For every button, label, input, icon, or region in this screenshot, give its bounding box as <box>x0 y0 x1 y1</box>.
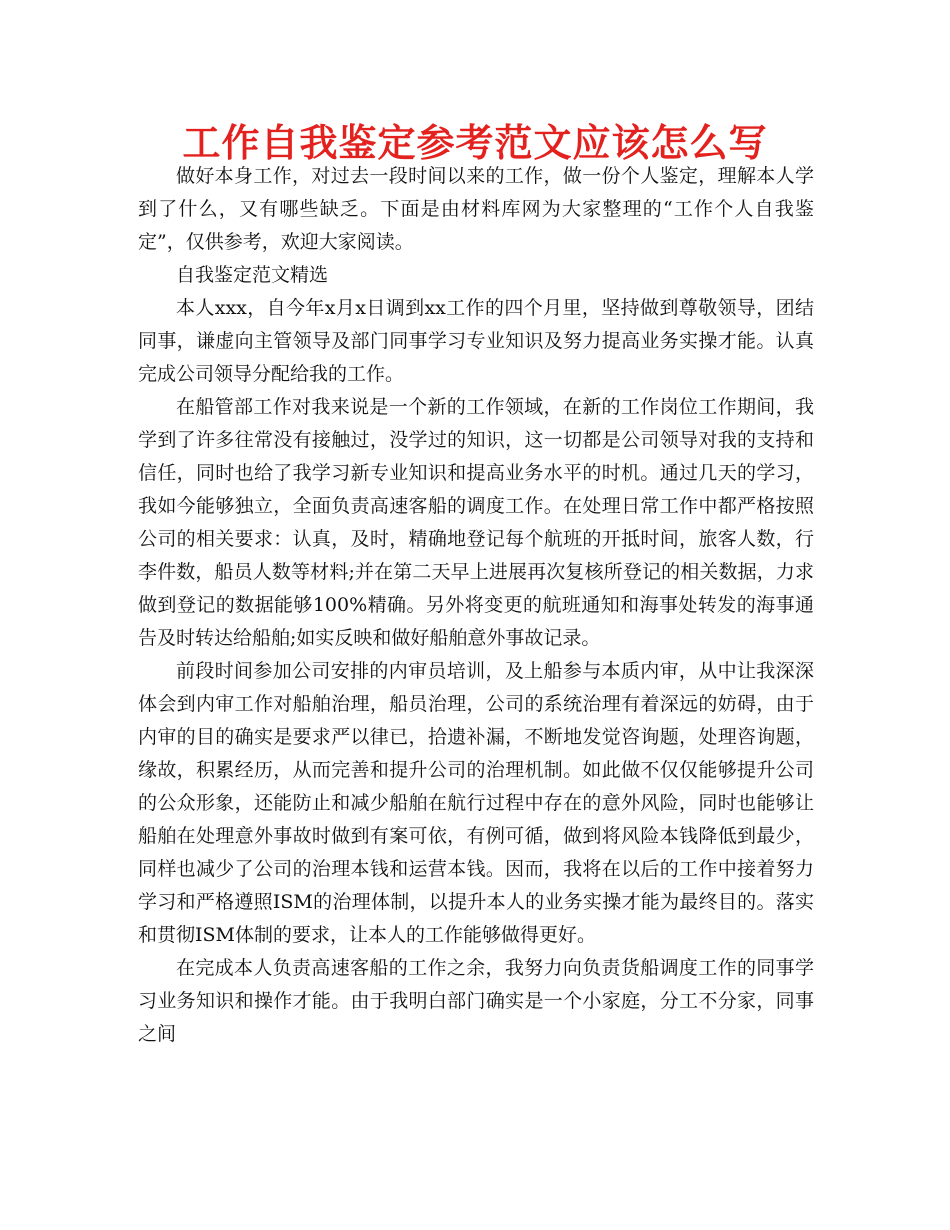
document-title: 工作自我鉴定参考范文应该怎么写 <box>182 121 768 165</box>
document-body <box>138 160 814 1051</box>
paragraph: 前段时间参加公司安排的内审员培训，及上船参与本质内审，从中让我深深体会到内审工作对船舶治理，船员治理，公司的系统治理有着深远的妨碍，由于内审的目的确实是要求严以律已，拾遗补漏，不断地发觉咨询题，处理咨询题，缘故，积累经历，从而完善和提升公司的治理机制。如此做不仅仅能够提升公司的公众形象，还能防止和减少船舶在航行过程中存在的意外风险，同时也能够让船舶在处理意外事故时做到有案可依，有例可循，做到将风险本钱降低到最少，同样也减少了公司的治理本钱和运营本钱。因而，我将在以后的工作中接着努力学习和严格遵照ISM的治理体制，以提升本人的业务实操才能为最终目的。落实和贯彻ISM体制的要求，让本人的工作能够做得更好。 <box>138 660 814 946</box>
paragraph-intro: 做好本身工作，对过去一段时间以来的工作，做一份个人鉴定，理解本人学到了什么，又有哪些缺乏。下面是由材料库网为大家整理的“工作个人自我鉴定”，仅供参考，欢迎大家阅读。 <box>138 165 814 253</box>
paragraph: 在船管部工作对我来说是一个新的工作领域，在新的工作岗位工作期间，我学到了许多往常没有接触过，没学过的知识，这一切都是公司领导对我的支持和信任，同时也给了我学习新专业知识和提高业务水平的时机。通过几天的学习，我如今能够独立，全面负责高速客船的调度工作。在处理日常工作中都严格按照公司的相关要求：认真，及时，精确地登记每个航班的开抵时间，旅客人数，行李件数，船员人数等材料;并在第二天早上进展再次复核所登记的相关数据，力求做到登记的数据能够100%精确。另外将变更的航班通知和海事处转发的海事通告及时转达给船舶;如实反映和做好船舶意外事故记录。 <box>138 396 814 649</box>
paragraph: 在完成本人负责高速客船的工作之余，我努力向负责货船调度工作的同事学习业务知识和操作才能。由于我明白部门确实是一个小家庭，分工不分家，同事之间 <box>138 957 814 1045</box>
section-heading: 自我鉴定范文精选 <box>176 264 329 286</box>
paragraph: 本人xxx，自今年x月x日调到xx工作的四个月里，坚持做到尊敬领导，团结同事，谦虚向主管领导及部门同事学习专业知识及努力提高业务实操才能。认真完成公司领导分配给我的工作。 <box>138 297 814 385</box>
